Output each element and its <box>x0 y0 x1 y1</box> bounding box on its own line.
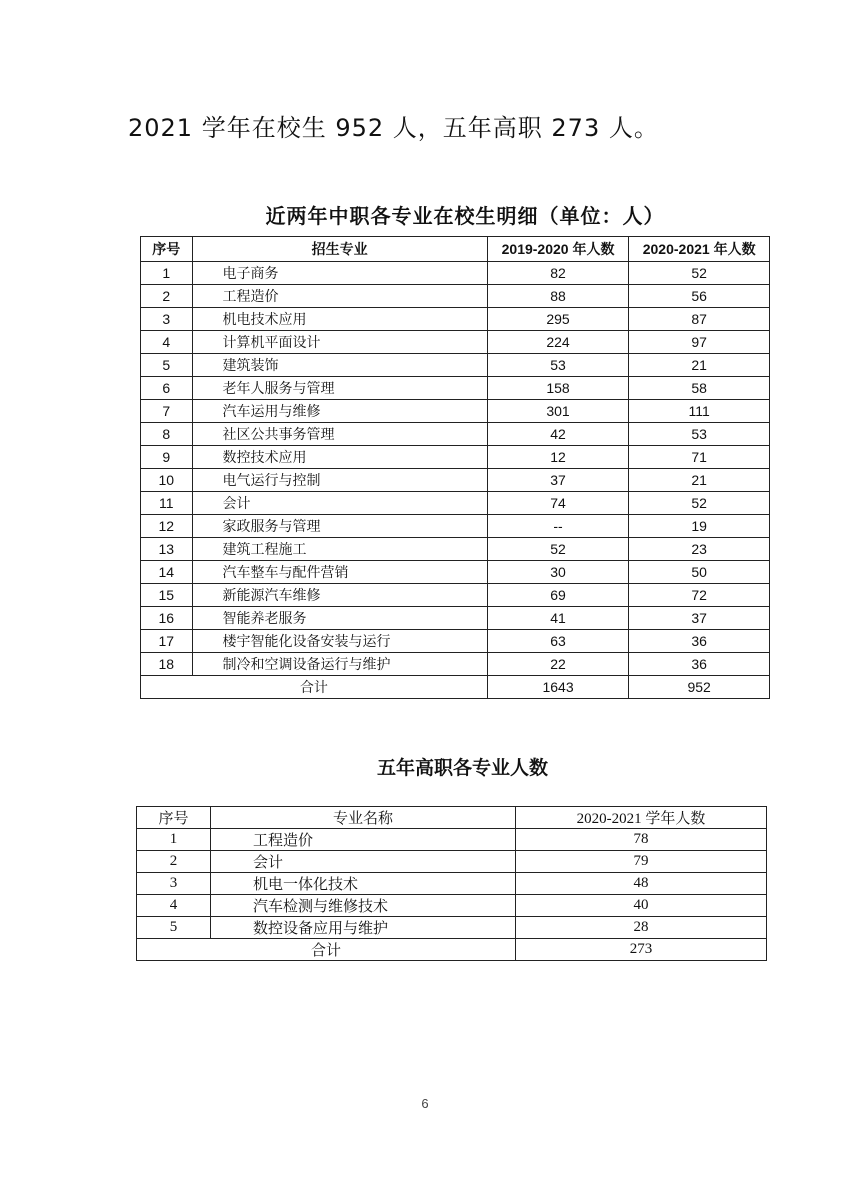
header-2020-2021: 2020-2021 学年人数 <box>516 807 767 829</box>
higher-vocational-table <box>136 806 767 961</box>
cell-index: 4 <box>141 331 193 354</box>
cell-major: 楼宇智能化设备安装与运行 <box>192 630 487 653</box>
cell-index: 13 <box>141 538 193 561</box>
header-index: 序号 <box>137 807 211 829</box>
cell-index: 3 <box>141 308 193 331</box>
cell-2020-2021: 37 <box>629 607 770 630</box>
cell-index: 11 <box>141 492 193 515</box>
table-row <box>137 895 767 917</box>
cell-2019-2020: 53 <box>487 354 629 377</box>
cell-2019-2020: 74 <box>487 492 629 515</box>
cell-2020-2021: 52 <box>629 262 770 285</box>
cell-2020-2021: 36 <box>629 653 770 676</box>
cell-major: 电子商务 <box>192 262 487 285</box>
cell-index: 1 <box>141 262 193 285</box>
cell-2020-2021: 97 <box>629 331 770 354</box>
cell-2020-2021: 78 <box>516 829 767 851</box>
cell-major: 数控技术应用 <box>192 446 487 469</box>
cell-index: 6 <box>141 377 193 400</box>
cell-2020-2021: 111 <box>629 400 770 423</box>
total-2020-2021: 952 <box>629 676 770 699</box>
table-row <box>137 873 767 895</box>
cell-2019-2020: 12 <box>487 446 629 469</box>
cell-2019-2020: 69 <box>487 584 629 607</box>
table-row <box>141 653 770 676</box>
cell-2020-2021: 36 <box>629 630 770 653</box>
cell-index: 2 <box>137 851 211 873</box>
cell-index: 5 <box>137 917 211 939</box>
cell-major: 计算机平面设计 <box>192 331 487 354</box>
table-row <box>141 630 770 653</box>
cell-2020-2021: 87 <box>629 308 770 331</box>
cell-2020-2021: 28 <box>516 917 767 939</box>
cell-index: 14 <box>141 561 193 584</box>
table1-title: 近两年中职各专业在校生明细（单位：人） <box>265 204 665 228</box>
table-row <box>141 584 770 607</box>
cell-index: 2 <box>141 285 193 308</box>
cell-index: 17 <box>141 630 193 653</box>
cell-2019-2020: 63 <box>487 630 629 653</box>
table-row <box>141 538 770 561</box>
table-row <box>141 607 770 630</box>
cell-index: 7 <box>141 400 193 423</box>
cell-2020-2021: 19 <box>629 515 770 538</box>
cell-major: 机电技术应用 <box>192 308 487 331</box>
cell-2019-2020: 295 <box>487 308 629 331</box>
cell-index: 15 <box>141 584 193 607</box>
table-row <box>141 400 770 423</box>
table2-title: 五年高职各专业人数 <box>376 757 548 779</box>
cell-major: 社区公共事务管理 <box>192 423 487 446</box>
table-row <box>137 829 767 851</box>
table-row <box>141 446 770 469</box>
cell-2020-2021: 21 <box>629 354 770 377</box>
cell-2020-2021: 56 <box>629 285 770 308</box>
table-row <box>141 331 770 354</box>
total-2020-2021: 273 <box>516 939 767 961</box>
header-2019-2020: 2019-2020 年人数 <box>487 237 629 262</box>
cell-index: 18 <box>141 653 193 676</box>
cell-major: 建筑装饰 <box>192 354 487 377</box>
cell-major: 新能源汽车维修 <box>192 584 487 607</box>
cell-index: 5 <box>141 354 193 377</box>
cell-index: 10 <box>141 469 193 492</box>
enrollment-detail-table <box>140 236 770 699</box>
cell-major: 工程造价 <box>192 285 487 308</box>
table-row <box>141 354 770 377</box>
header-major-name: 专业名称 <box>211 807 516 829</box>
cell-2019-2020: 158 <box>487 377 629 400</box>
total-label: 合计 <box>137 939 516 961</box>
table-row <box>141 423 770 446</box>
cell-2020-2021: 23 <box>629 538 770 561</box>
cell-major: 制冷和空调设备运行与维护 <box>192 653 487 676</box>
cell-2019-2020: 30 <box>487 561 629 584</box>
cell-index: 8 <box>141 423 193 446</box>
cell-index: 3 <box>137 873 211 895</box>
cell-2020-2021: 72 <box>629 584 770 607</box>
cell-2020-2021: 52 <box>629 492 770 515</box>
total-label: 合计 <box>141 676 488 699</box>
cell-major: 会计 <box>192 492 487 515</box>
header-2020-2021: 2020-2021 年人数 <box>629 237 770 262</box>
cell-major: 老年人服务与管理 <box>192 377 487 400</box>
cell-index: 9 <box>141 446 193 469</box>
cell-2019-2020: -- <box>487 515 629 538</box>
table-row <box>137 851 767 873</box>
cell-index: 1 <box>137 829 211 851</box>
cell-major-name: 工程造价 <box>211 829 516 851</box>
cell-2019-2020: 88 <box>487 285 629 308</box>
table-row <box>141 262 770 285</box>
cell-major: 汽车运用与维修 <box>192 400 487 423</box>
cell-2020-2021: 58 <box>629 377 770 400</box>
cell-2020-2021: 71 <box>629 446 770 469</box>
table-row <box>141 469 770 492</box>
table-total-row <box>141 676 770 699</box>
cell-major-name: 会计 <box>211 851 516 873</box>
table-header-row <box>141 237 770 262</box>
cell-major: 电气运行与控制 <box>192 469 487 492</box>
cell-index: 12 <box>141 515 193 538</box>
page-number: 6 <box>421 1096 429 1111</box>
header-index: 序号 <box>141 237 193 262</box>
cell-major: 智能养老服务 <box>192 607 487 630</box>
cell-2020-2021: 50 <box>629 561 770 584</box>
intro-paragraph: 2021 学年在校生 952 人，五年高职 273 人。 <box>128 114 659 142</box>
cell-2020-2021: 48 <box>516 873 767 895</box>
header-major: 招生专业 <box>192 237 487 262</box>
table-row <box>141 492 770 515</box>
cell-major: 建筑工程施工 <box>192 538 487 561</box>
cell-2019-2020: 41 <box>487 607 629 630</box>
table-row <box>141 308 770 331</box>
cell-2019-2020: 82 <box>487 262 629 285</box>
table-row <box>137 917 767 939</box>
cell-index: 4 <box>137 895 211 917</box>
table-row <box>141 561 770 584</box>
cell-2020-2021: 40 <box>516 895 767 917</box>
cell-major-name: 数控设备应用与维护 <box>211 917 516 939</box>
total-2019-2020: 1643 <box>487 676 629 699</box>
cell-2020-2021: 53 <box>629 423 770 446</box>
cell-major-name: 汽车检测与维修技术 <box>211 895 516 917</box>
table-header-row <box>137 807 767 829</box>
cell-major: 家政服务与管理 <box>192 515 487 538</box>
cell-major-name: 机电一体化技术 <box>211 873 516 895</box>
table-row <box>141 377 770 400</box>
cell-2019-2020: 52 <box>487 538 629 561</box>
cell-2019-2020: 37 <box>487 469 629 492</box>
table-row <box>141 285 770 308</box>
table-total-row <box>137 939 767 961</box>
cell-index: 16 <box>141 607 193 630</box>
cell-2019-2020: 224 <box>487 331 629 354</box>
cell-major: 汽车整车与配件营销 <box>192 561 487 584</box>
cell-2019-2020: 22 <box>487 653 629 676</box>
cell-2019-2020: 301 <box>487 400 629 423</box>
cell-2019-2020: 42 <box>487 423 629 446</box>
table-row <box>141 515 770 538</box>
cell-2020-2021: 21 <box>629 469 770 492</box>
cell-2020-2021: 79 <box>516 851 767 873</box>
